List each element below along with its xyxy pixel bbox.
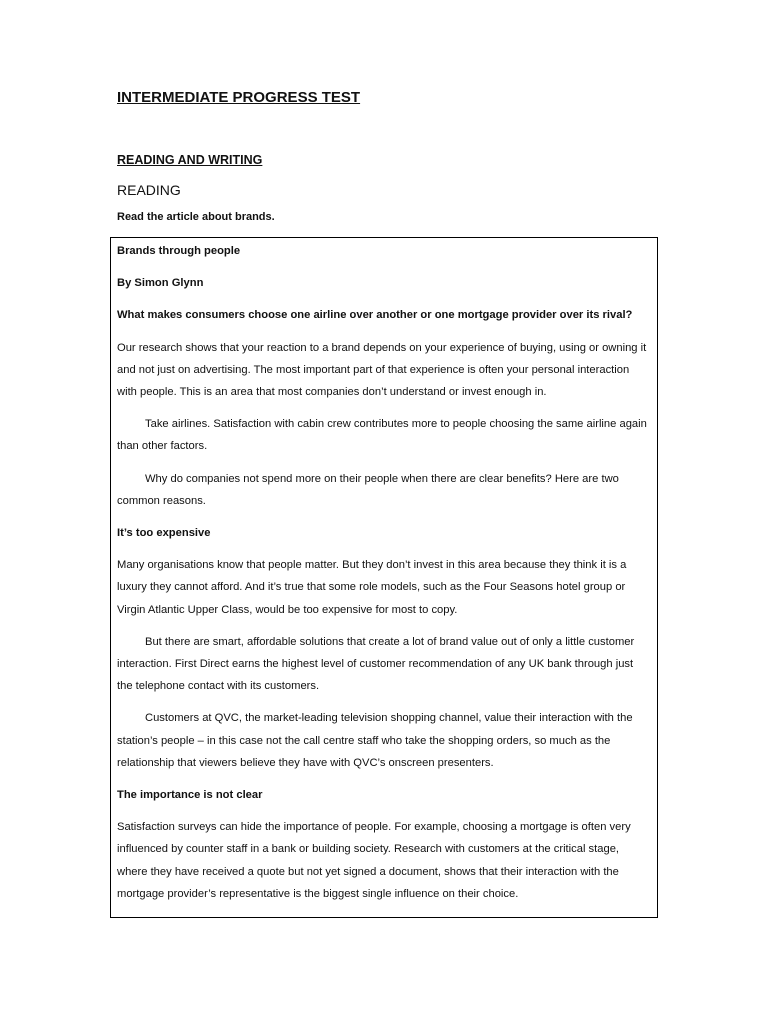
instruction-text: Read the article about brands. — [117, 211, 275, 223]
article-paragraph: Many organisations know that people matter. But they don’t invest in this area because they think it is a luxury they cannot afford. And it’s true that some role models, such as the Four Seasons hotel group or Virgin Atlantic Upper Class, would be too expensive for most to copy. — [117, 559, 627, 616]
section-heading: READING AND WRITING — [117, 153, 263, 167]
article-subheading: It’s too expensive — [117, 527, 211, 540]
article-paragraph: But there are smart, affordable solutions that create a lot of brand value out of only a little customer interaction. First Direct earns the highest level of customer recommendation of any UK bank through just the telephone contact with its customers. — [117, 635, 635, 693]
article-paragraph: Our research shows that your reaction to a brand depends on your experience of buying, using or owning it and not just on advertising. The most important part of that experience is often your personal interaction with people. This is an area that most companies don’t understand or invest enough in. — [117, 341, 647, 399]
article-paragraph: Customers at QVC, the market-leading television shopping channel, value their interaction with the station’s people – in this case not the call centre staff who take the shopping orders, so much as the relationship that viewers believe they have with QVC’s onscreen presenters. — [117, 712, 633, 769]
article-lead-question: What makes consumers choose one airline over another or one mortgage provider over its rival? — [117, 309, 633, 322]
article-subheading: The importance is not clear — [117, 789, 263, 802]
reading-heading: READING — [117, 182, 181, 198]
article-paragraph: Satisfaction surveys can hide the importance of people. For example, choosing a mortgage is often very influenced by counter staff in a bank or building society. Research with customers at the critical stage, where they have received a quote but not yet signed a document, shows that their interaction with the mortgage provider’s representative is the biggest single influence on their choice. — [117, 821, 631, 900]
test-title: INTERMEDIATE PROGRESS TEST — [117, 89, 361, 106]
article-paragraph: Take airlines. Satisfaction with cabin crew contributes more to people choosing the same airline again than other factors. — [117, 418, 647, 453]
article-paragraph: Why do companies not spend more on their people when there are clear benefits? Here are two common reasons. — [117, 472, 619, 507]
article-box — [110, 237, 658, 918]
article-byline: By Simon Glynn — [117, 277, 204, 290]
article-title: Brands through people — [117, 245, 241, 257]
